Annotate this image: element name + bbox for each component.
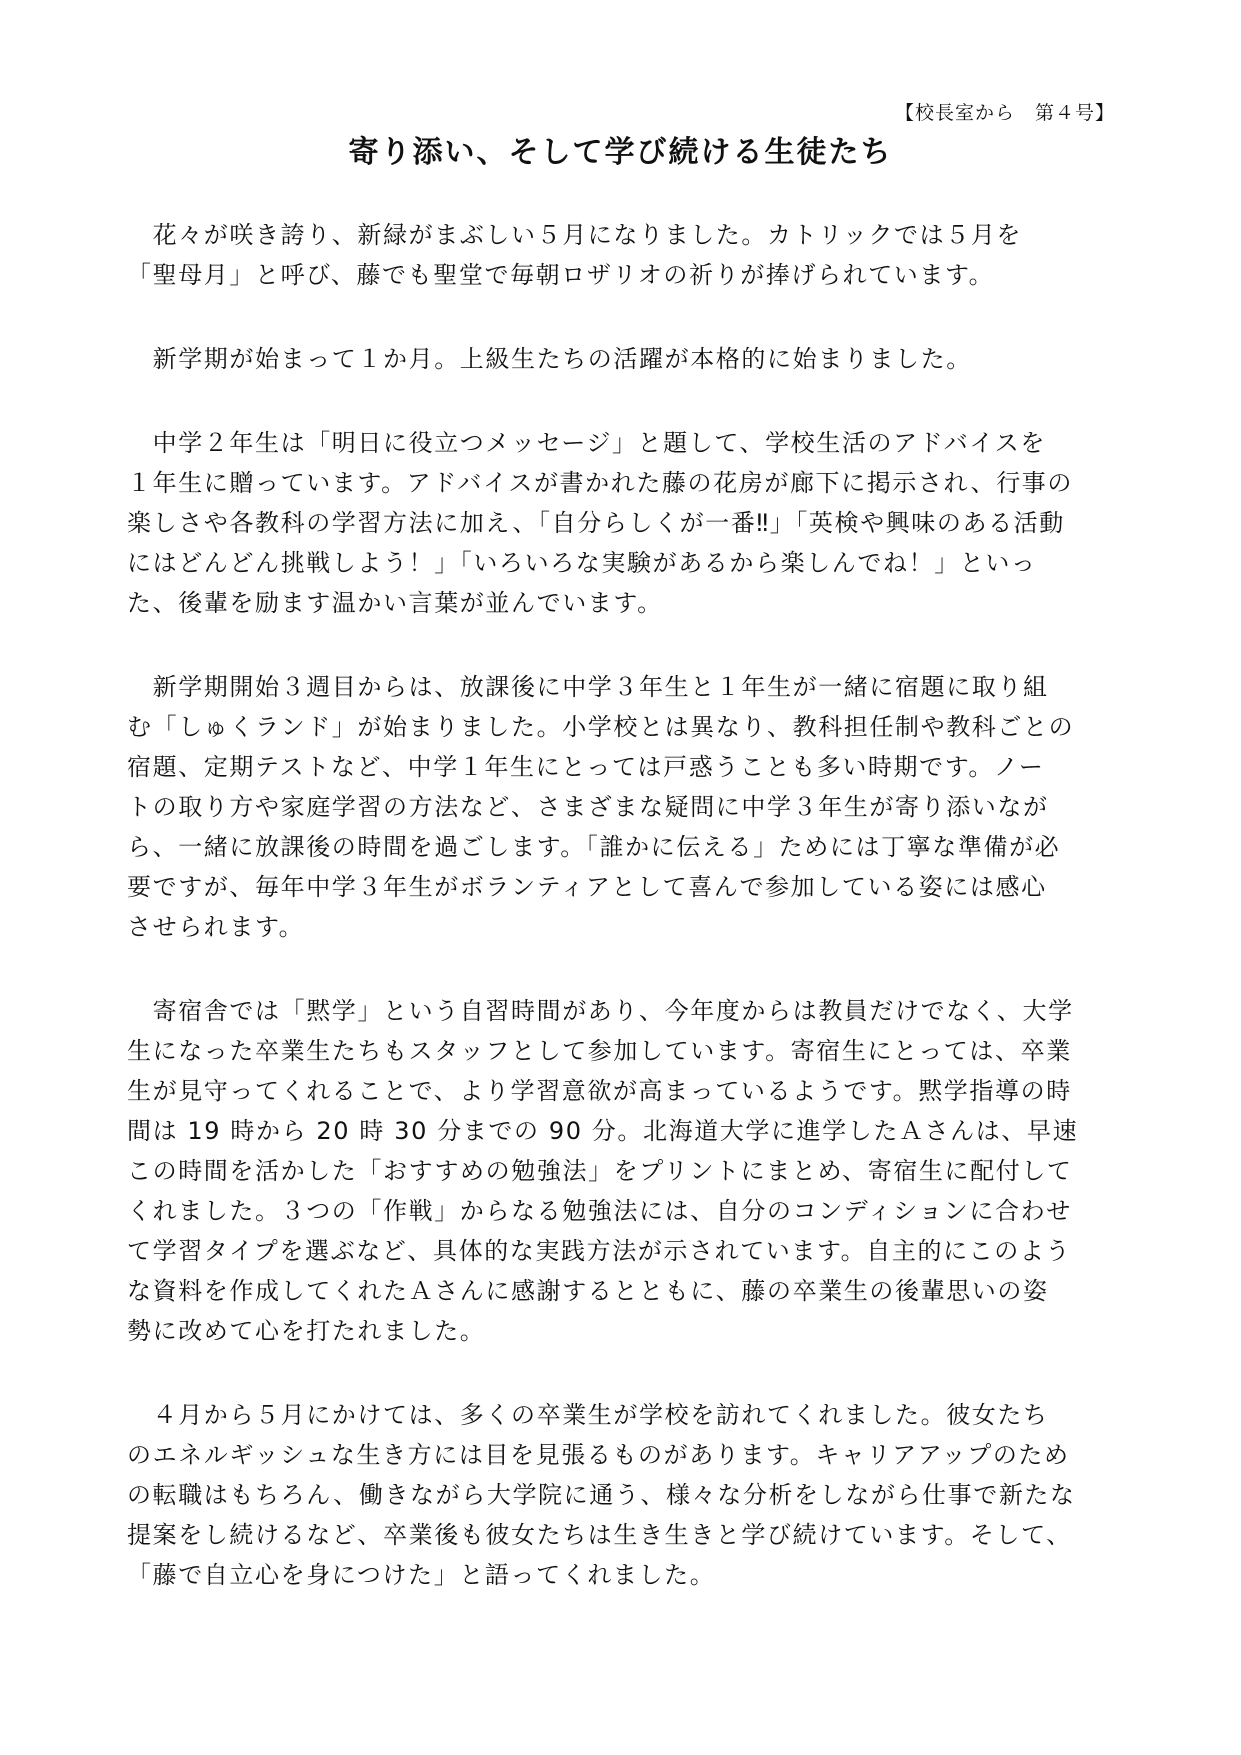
issue-label: 【校長室から 第４号】 (894, 102, 1115, 124)
text-line: 新学期が始まって１か月。上級生たちの活躍が本格的に始まりました。 (127, 345, 972, 373)
text-line: む「しゅくランド」が始まりました。小学校とは異なり、教科担任制や教科ごとの (127, 713, 1075, 741)
text-line: の転職はもちろん、働きながら大学院に通う、様々な分析をしながら仕事で新たな (127, 1481, 1076, 1509)
text-line: 宿題、定期テストなど、中学１年生にとっては戸惑うことも多い時期です。ノー (127, 753, 1045, 781)
text-line: 新学期開始３週目からは、放課後に中学３年生と１年生が一緒に宿題に取り組 (127, 673, 1049, 701)
paragraph (127, 667, 1137, 947)
text-line: させられます。 (127, 913, 305, 941)
text-line: 寄宿舎では「黙学」という自習時間があり、今年度からは教員だけでなく、大学 (127, 997, 1074, 1025)
text-line: 間は 19 時から 20 時 30 分までの 90 分。北海道大学に進学したＡさんは、早速 (127, 1117, 1079, 1145)
article-body (127, 215, 1137, 1639)
text-line: て学習タイプを選ぶなど、具体的な実践方法が示されています。自主的にこのよう (127, 1237, 1072, 1265)
text-line: この時間を活かした「おすすめの勉強法」をプリントにまとめ、寄宿生に配付して (127, 1157, 1073, 1185)
text-line: 勢に改めて心を打たれました。 (127, 1317, 486, 1345)
paragraph (127, 339, 1137, 379)
text-line: 生になった卒業生たちもスタッフとして参加しています。寄宿生にとっては、卒業 (127, 1037, 1072, 1065)
text-line: ４月から５月にかけては、多くの卒業生が学校を訪れてくれました。彼女たち (127, 1401, 1049, 1429)
text-line: １年生に贈っています。アドバイスが書かれた藤の花房が廊下に掲示され、行事の (127, 469, 1073, 497)
text-line: トの取り方や家庭学習の方法など、さまざまな疑問に中学３年生が寄り添いなが (127, 793, 1049, 821)
text-line: 花々が咲き誇り、新緑がまぶしい５月になりました。カトリックでは５月を (127, 221, 1023, 249)
text-line: 「聖母月」と呼び、藤でも聖堂で毎朝ロザリオの祈りが捧げられています。 (127, 261, 995, 289)
text-line: 楽しさや各教科の学習方法に加え、「自分らしくが一番‼」「英検や興味のある活動 (127, 509, 1065, 537)
text-line: 提案をし続けるなど、卒業後も彼女たちは生き生きと学び続けています。そして、 (127, 1521, 1072, 1549)
text-line: た、後輩を励ます温かい言葉が並んでいます。 (127, 589, 663, 617)
paragraph (127, 1395, 1137, 1595)
text-line: ら、一緒に放課後の時間を過ごします。「誰かに伝える」ためには丁寧な準備が必 (127, 833, 1061, 861)
page-title: 寄り添い、そして学び続ける生徒たち (348, 135, 893, 170)
text-line: 「藤で自立心を身につけた」と語ってくれました。 (127, 1561, 716, 1589)
paragraph (127, 991, 1137, 1351)
text-line: 中学２年生は「明日に役立つメッセージ」と題して、学校生活のアドバイスを (127, 429, 1046, 457)
text-line: な資料を作成してくれたＡさんに感謝するとともに、藤の卒業生の後輩思いの姿 (127, 1277, 1049, 1305)
text-line: のエネルギッシュな生き方には目を見張るものがあります。キャリアアップのため (127, 1441, 1070, 1469)
paragraph (127, 423, 1137, 623)
paragraph (127, 215, 1137, 295)
text-line: くれました。３つの「作戦」からなる勉強法には、自分のコンディションに合わせ (127, 1197, 1072, 1225)
text-line: にはどんどん挑戦しよう！」「いろいろな実験があるから楽しんでね！」といっ (127, 549, 1037, 577)
text-line: 要ですが、毎年中学３年生がボランティアとして喜んで参加している姿には感心 (127, 873, 1047, 901)
text-line: 生が見守ってくれることで、より学習意欲が高まっているようです。黙学指導の時 (127, 1077, 1072, 1105)
